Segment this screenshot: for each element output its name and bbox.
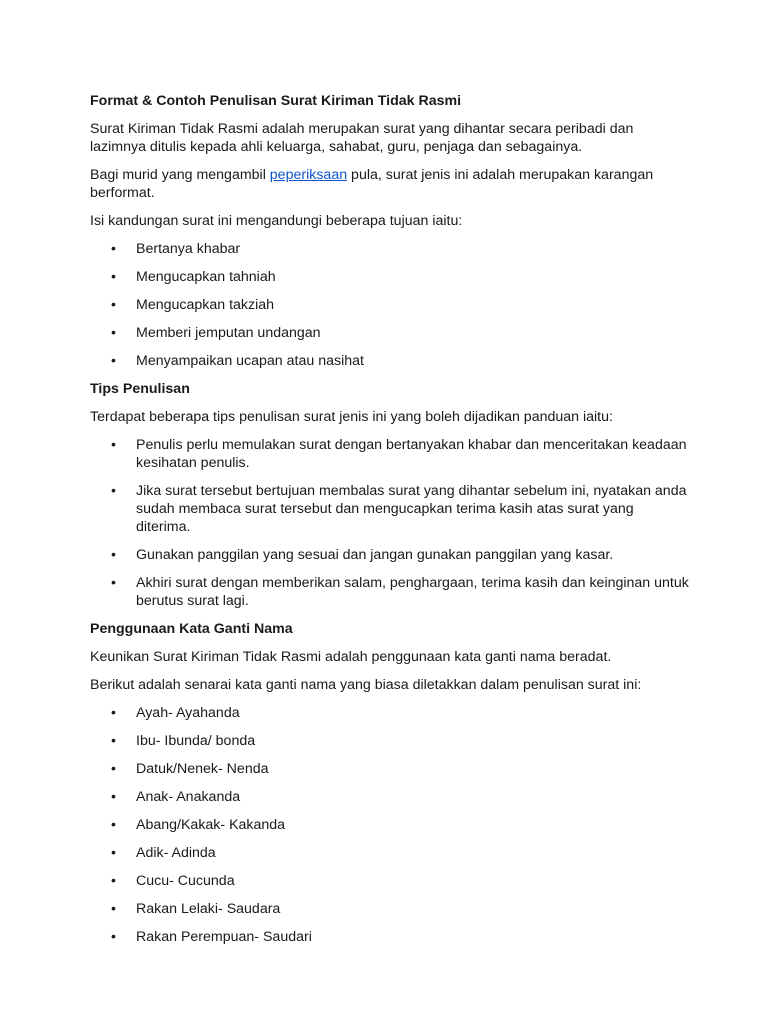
purpose-list (90, 240, 690, 370)
pronoun-item-label: Ibu- Ibunda/ bonda (136, 733, 256, 749)
bullet-icon: • (111, 789, 116, 805)
exam-paragraph-after-link: pula, surat jenis ini adalah merupakan karangan berformat. (90, 167, 654, 201)
tips-intro: Terdapat beberapa tips penulisan surat jenis ini yang boleh dijadikan panduan iaitu: (90, 409, 613, 425)
bullet-icon: • (111, 845, 116, 861)
purpose-item-label: Mengucapkan takziah (136, 297, 275, 313)
bullet-icon: • (111, 437, 116, 453)
pronoun-item-label: Anak- Anakanda (136, 789, 241, 805)
purpose-item-label: Memberi jemputan undangan (136, 325, 321, 341)
bullet-icon: • (111, 705, 116, 721)
list-item (90, 296, 690, 314)
pronoun-list (90, 704, 690, 946)
pronoun-intro: Berikut adalah senarai kata ganti nama yang biasa diletakkan dalam penulisan surat ini: (90, 677, 642, 693)
tips-list (90, 436, 690, 610)
pronoun-item-label: Datuk/Nenek- Nenda (136, 761, 269, 777)
pronoun-paragraph: Keunikan Surat Kiriman Tidak Rasmi adalah penggunaan kata ganti nama beradat. (90, 649, 612, 665)
bullet-icon: • (111, 873, 116, 889)
list-item (90, 872, 690, 890)
bullet-icon: • (111, 325, 116, 341)
tips-heading: Tips Penulisan (90, 381, 190, 397)
pronoun-item-label: Adik- Adinda (136, 845, 216, 861)
tip-item-label: Penulis perlu memulakan surat dengan bertanyakan khabar dan menceritakan keadaan kesihatan penulis. (136, 437, 687, 471)
peperiksaan-link[interactable]: peperiksaan (269, 167, 348, 183)
bullet-icon: • (111, 353, 116, 369)
document-body (90, 92, 690, 956)
bullet-icon: • (111, 269, 116, 285)
bullet-icon: • (111, 761, 116, 777)
purpose-item-label: Bertanya khabar (136, 241, 241, 257)
list-item (90, 436, 690, 472)
bullet-icon: • (111, 901, 116, 917)
list-item (90, 816, 690, 834)
exam-paragraph-before-link: Bagi murid yang mengambil (90, 167, 270, 183)
purpose-item-label: Menyampaikan ucapan atau nasihat (136, 353, 364, 369)
list-item (90, 324, 690, 342)
list-item (90, 482, 690, 536)
pronoun-item-label: Rakan Perempuan- Saudari (136, 929, 312, 945)
pronoun-item-label: Rakan Lelaki- Saudara (136, 901, 281, 917)
bullet-icon: • (111, 575, 116, 591)
bullet-icon: • (111, 241, 116, 257)
list-item (90, 240, 690, 258)
purpose-item-label: Mengucapkan tahniah (136, 269, 276, 285)
list-item (90, 268, 690, 286)
tip-item-label: Jika surat tersebut bertujuan membalas surat yang dihantar sebelum ini, nyatakan anda sudah membaca surat tersebut dan mengucapkan terima kasih atas surat yang diterima. (136, 483, 687, 535)
intro-paragraph: Surat Kiriman Tidak Rasmi adalah merupakan surat yang dihantar secara peribadi dan lazimnya ditulis kepada ahli keluarga, sahabat, guru, penjaga dan sebagainya. (90, 121, 634, 155)
list-item (90, 732, 690, 750)
list-item (90, 546, 690, 564)
list-item (90, 928, 690, 946)
tip-item-label: Akhiri surat dengan memberikan salam, penghargaan, terima kasih dan keinginan untuk berutus surat lagi. (136, 575, 689, 609)
tip-item-label: Gunakan panggilan yang sesuai dan jangan gunakan panggilan yang kasar. (136, 547, 614, 563)
exam-paragraph (90, 166, 690, 202)
list-item (90, 788, 690, 806)
pronoun-item-label: Cucu- Cucunda (136, 873, 235, 889)
list-item (90, 900, 690, 918)
list-item (90, 844, 690, 862)
pronoun-item-label: Ayah- Ayahanda (136, 705, 240, 721)
bullet-icon: • (111, 733, 116, 749)
document-title: Format & Contoh Penulisan Surat Kiriman Tidak Rasmi (90, 93, 462, 109)
pronoun-heading: Penggunaan Kata Ganti Nama (90, 621, 293, 637)
bullet-icon: • (111, 483, 116, 499)
bullet-icon: • (111, 297, 116, 313)
list-item (90, 704, 690, 722)
bullet-icon: • (111, 547, 116, 563)
bullet-icon: • (111, 929, 116, 945)
list-item (90, 352, 690, 370)
pronoun-item-label: Abang/Kakak- Kakanda (136, 817, 286, 833)
bullet-icon: • (111, 817, 116, 833)
purpose-intro: Isi kandungan surat ini mengandungi beberapa tujuan iaitu: (90, 213, 463, 229)
list-item (90, 574, 690, 610)
list-item (90, 760, 690, 778)
